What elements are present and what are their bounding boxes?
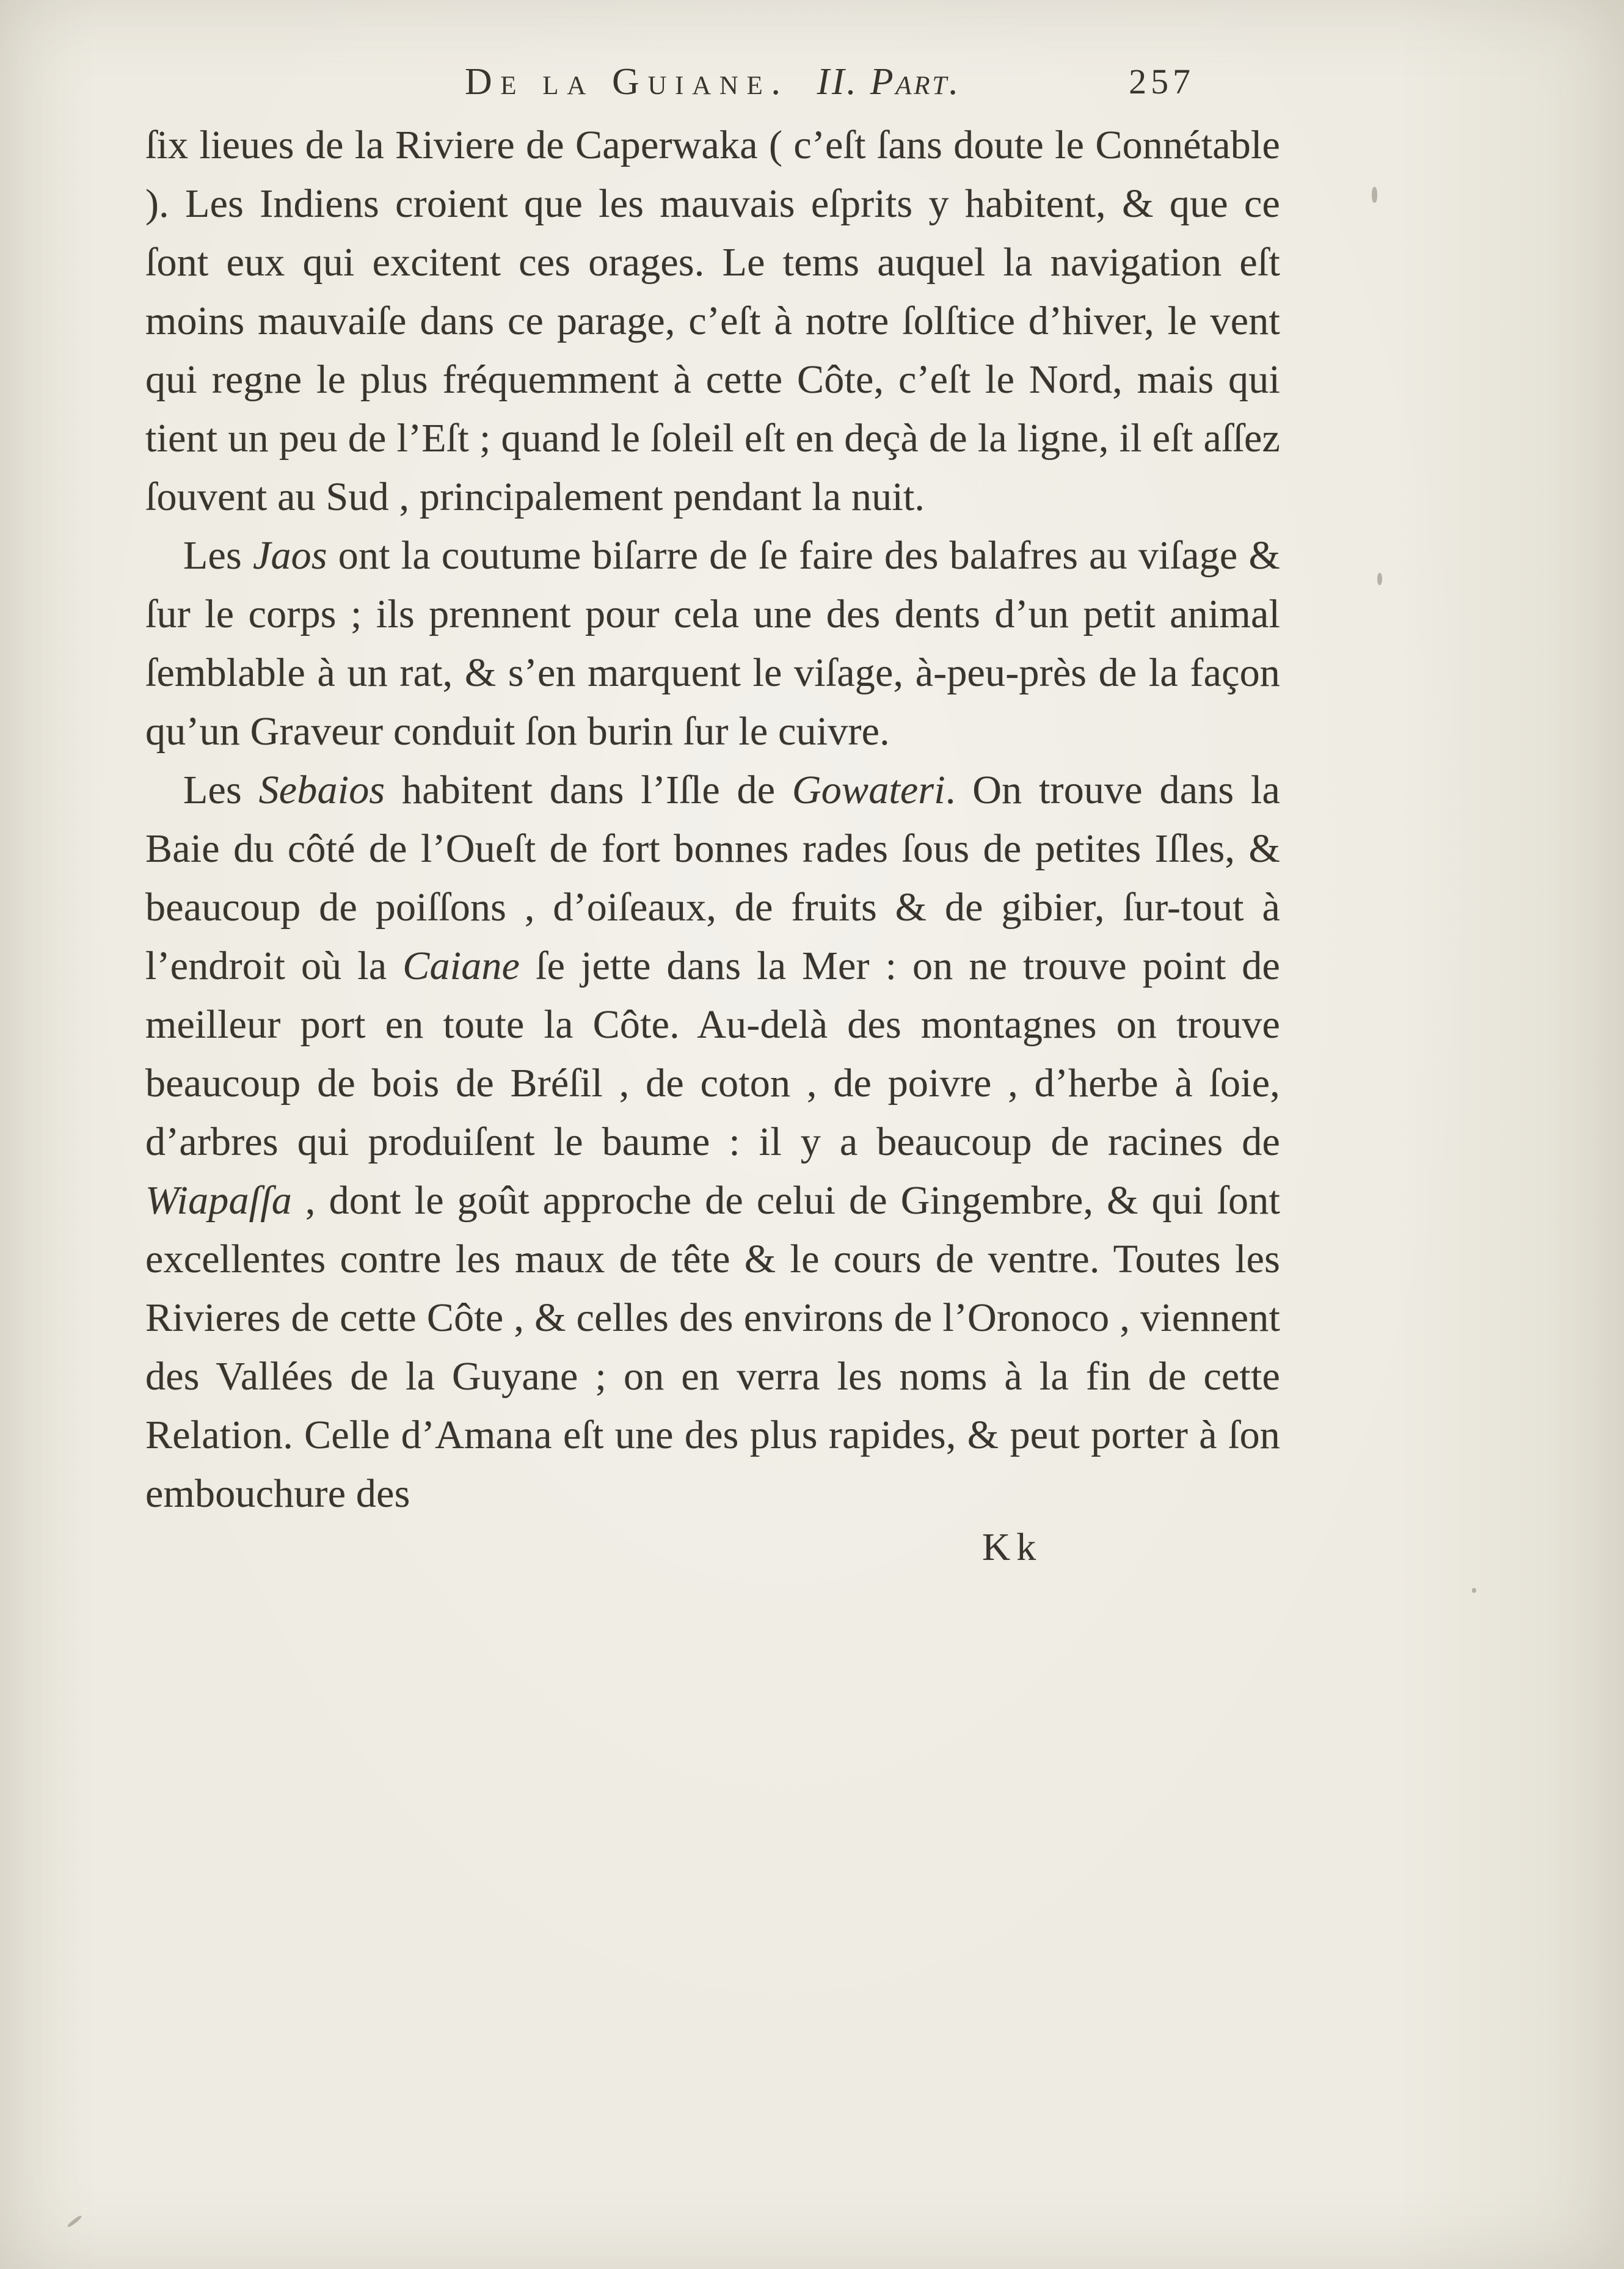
text-segment: ont la coutume biſarre de ſe faire des balafres au viſage & ſur le corps ; ils prennent pour cela une des dents d’un petit animal ſemblable à un rat, & s’en marquent le viſage, à-peu-près de la façon qu’un Graveur conduit ſon burin ſur le cuivre. [145,533,1280,754]
page-number: 257 [1129,62,1195,101]
paragraph [145,116,1280,526]
running-title: De la Guiane. [464,61,789,103]
scan-speck [67,2215,82,2228]
text-segment: , dont le goût approche de celui de Gingembre, & qui ſont excellentes contre les maux de tête & le cours de ventre. Toutes les Rivieres de cette Côte , & celles des environs de l’Oronoco , viennent des Vallées de la Guyane ; on en verra les noms à la fin de cette Relation. Celle d’Amana eſt une des plus rapides, & peut porter à ſon embouchure des [145,1178,1280,1516]
italic-text-segment: Gowateri [792,768,945,812]
paragraph [145,761,1280,1523]
text-segment: habitent dans l’Iſle de [385,768,792,812]
italic-text-segment: Wiapaſſa [145,1178,292,1223]
paragraphs [145,116,1280,1523]
text-segment: ſe jette dans la Mer : on ne trouve point de meilleur port en toute la Côte. Au-delà des montagnes on trouve beaucoup de bois de Bréſil , de coton , de poivre , d’herbe à ſoie, d’arbres qui produiſent le baume : il y a beaucoup de racines de [145,944,1280,1164]
page-header [145,53,1280,111]
scan-speck [1377,573,1382,585]
text-block [145,53,1280,1570]
scan-speck [1372,187,1377,203]
catchword: Kk [982,1525,1043,1568]
text-segment: ſix lieues de la Riviere de Caperwaka ( c’eſt ſans doute le Connétable ). Les Indiens croient que les mauvais eſprits y habitent, & que ce ſont eux qui excitent ces orages. Le tems auquel la navigation eſt moins mauvaiſe dans ce parage, c’eſt à notre ſolſtice d’hiver, le vent qui regne le plus fréquemment à cette Côte, c’eſt le Nord, mais qui tient un peu de l’Eſt ; quand le ſoleil eſt en deçà de la ligne, il eſt aſſez ſouvent au Sud , principalement pendant la nuit. [145,123,1280,519]
part-label: II. Part. [817,61,961,103]
italic-text-segment: Caiane [402,944,520,988]
text-segment: . On trouve dans la Baie du côté de l’Oueſt de fort bonnes rades ſous de petites Iſles, & beaucoup de poiſſons , d’oiſeaux, de fruits & de gibier, ſur-tout à l’endroit où la [145,768,1280,988]
italic-text-segment: Jaos [252,533,327,578]
paragraph [145,526,1280,761]
italic-text-segment: Sebaios [258,768,385,812]
text-segment: Les [183,768,259,812]
text-segment: Les [183,533,253,578]
scan-speck [1472,1588,1476,1593]
